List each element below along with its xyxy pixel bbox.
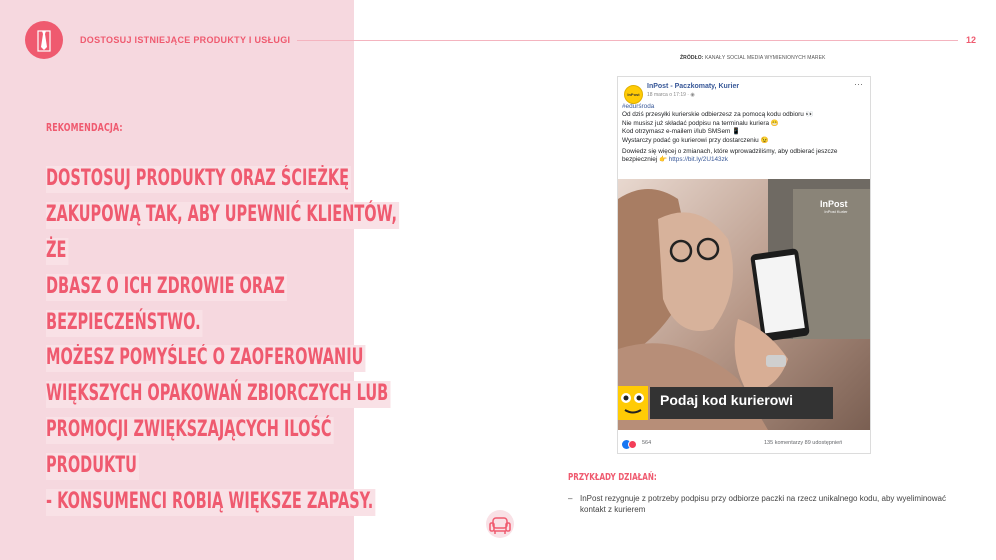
recommendation-headline <box>46 161 416 341</box>
headline-line: BEZPIECZEŃSTWO. <box>46 310 201 335</box>
post-text <box>622 103 868 165</box>
more-options-icon[interactable]: ··· <box>854 79 863 89</box>
facebook-post <box>617 76 871 454</box>
post-footer <box>618 431 870 454</box>
tie-icon <box>25 21 63 59</box>
recommendation-subheadline <box>46 340 416 520</box>
headline-line: WIĘKSZYCH OPAKOWAŃ ZBIORCZYCH LUB <box>46 381 389 406</box>
post-line: Kod otrzymasz e-mailem i/lub SMSem 📱 <box>622 128 741 136</box>
page-name-link[interactable]: InPost - Paczkomaty, Kurier <box>647 83 740 90</box>
comments-shares[interactable]: 135 komentarzy 89 udostępnień <box>764 440 843 446</box>
page-number: 12 <box>966 35 977 45</box>
headline-line: PROMOCJI ZWIĘKSZAJĄCYCH ILOŚĆ PRODUKTU <box>46 417 332 478</box>
post-photo[interactable] <box>618 179 870 430</box>
list-item <box>568 493 948 515</box>
globe-icon: ◉ <box>690 92 695 98</box>
header-divider <box>297 40 958 41</box>
post-line: Wystarczy podać go kurierowi przy dostarczeniu 😉 <box>622 136 769 144</box>
post-date[interactable] <box>647 92 695 98</box>
recommendation-label: REKOMENDACJA: <box>46 121 123 134</box>
inpost-logo-sub: InPost Kurier <box>824 209 848 214</box>
headline-line: MOŻESZ POMYŚLEĆ O ZAOFEROWANIU <box>46 345 364 370</box>
photo-banner-text: Podaj kod kurierowi <box>660 392 794 408</box>
hashtag-link[interactable]: #edurśroda <box>622 103 655 110</box>
list-dash: – <box>568 494 573 503</box>
inpost-logo <box>820 199 848 214</box>
post-link[interactable]: https://bit.ly/2U143zk <box>668 156 729 164</box>
source-label: ŹRÓDŁO: <box>680 55 704 61</box>
love-reaction-icon <box>628 440 637 449</box>
examples-label: PRZYKŁADY DZIAŁAŃ: <box>568 472 657 483</box>
post-line: Nie musisz już składać podpisu na terminalu kuriera 😁 <box>622 119 779 127</box>
page-avatar[interactable]: InPost <box>624 85 643 104</box>
headline-line: DBASZ O ICH ZDROWIE ORAZ <box>46 274 285 299</box>
headline-line: - KONSUMENCI ROBIĄ WIĘKSZE ZAPASY. <box>46 489 374 514</box>
source-text: KANAŁY SOCIAL MEDIA WYMIENIONYCH MAREK <box>704 55 826 61</box>
armchair-icon <box>485 509 515 539</box>
list-item-text: InPost rezygnuje z potrzeby podpisu przy odbiorze paczki na rzecz unikalnego kodu, aby wyeliminować kontakt z kurierem <box>580 494 946 514</box>
header-title: DOSTOSUJ ISTNIEJĄCE PRODUKTY I USŁUGI <box>80 35 291 45</box>
reaction-count[interactable]: 564 <box>642 440 652 446</box>
post-line: Od dziś przesyłki kurierskie odbierzesz za pomocą kodu odbioru 👀 <box>622 111 814 119</box>
headline-line: ZAKUPOWĄ TAK, ABY UPEWNIĆ KLIENTÓW, ŻE <box>46 202 397 263</box>
source-caption <box>680 55 825 61</box>
post-more-info: Dowiedz się więcej o zmianach, które wprowadziliśmy, aby odbierać jeszcze bezpieczniej 👉 <box>622 148 838 164</box>
eyes-emoji-icon <box>618 386 648 420</box>
headline-line: DOSTOSUJ PRODUKTY ORAZ ŚCIEŻKĘ <box>46 166 350 191</box>
post-date-text: 18 marca o 17:19 · <box>647 92 691 98</box>
inpost-logo-text: InPost <box>820 199 848 209</box>
